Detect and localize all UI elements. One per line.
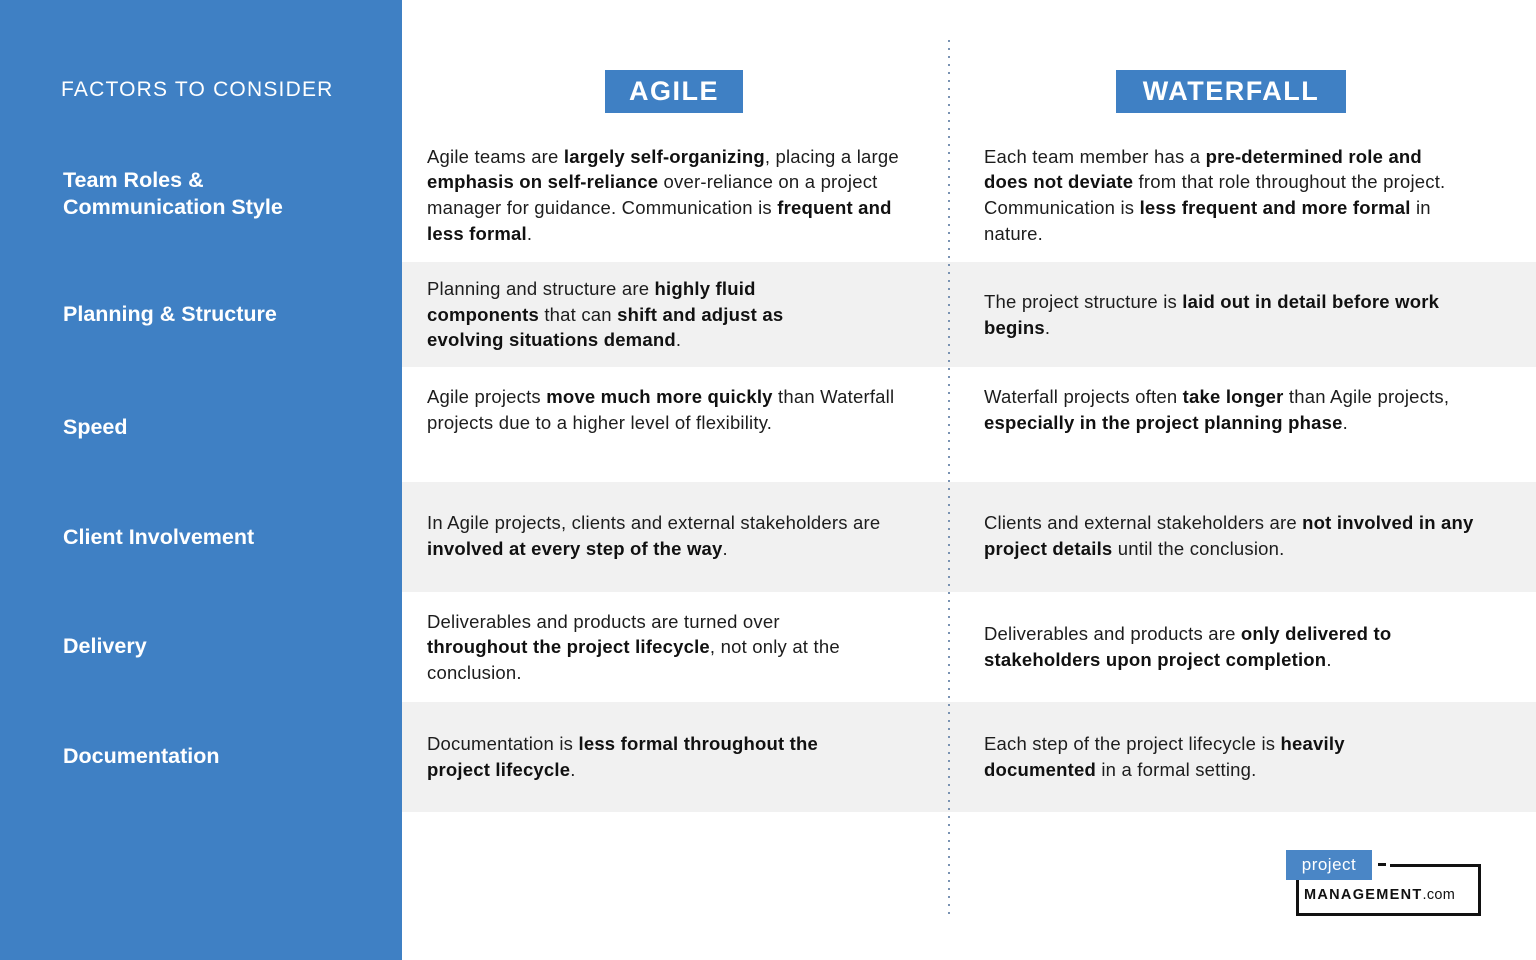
factors-sidebar xyxy=(0,0,402,960)
body-text: Agile projects xyxy=(427,385,547,407)
factor-label-line: Documentation xyxy=(63,743,220,768)
emphasis-text: emphasis on self-reliance xyxy=(427,171,659,193)
emphasis-text: pre-determined role and does not deviate xyxy=(984,145,1422,193)
waterfall-text xyxy=(984,731,1414,782)
body-text: . xyxy=(526,222,533,244)
agile-text xyxy=(427,384,932,435)
waterfall-cell-delivery xyxy=(984,592,1459,702)
emphasis-text: highly fluid components xyxy=(427,278,756,325)
waterfall-cell-speed xyxy=(984,337,1484,482)
waterfall-text xyxy=(984,289,1464,340)
emphasis-text: largely self-organizing xyxy=(563,145,765,167)
agile-text xyxy=(427,510,927,561)
body-text: The project structure is xyxy=(984,290,1183,312)
column-divider xyxy=(948,40,950,916)
emphasis-text: not involved in any project details xyxy=(984,512,1474,559)
projectmanagement-logo[interactable] xyxy=(1286,850,1482,918)
logo-dash xyxy=(1378,863,1386,866)
body-text: Deliverables and products are turned over xyxy=(427,610,780,632)
body-text: . xyxy=(1044,316,1051,338)
factor-label-line: Delivery xyxy=(63,633,147,658)
body-text: In Agile projects, clients and external stakeholders are xyxy=(427,512,881,534)
waterfall-cell-team-roles xyxy=(984,128,1469,262)
emphasis-text: shift and adjust as evolving situations demand xyxy=(427,303,784,351)
body-text: than Agile projects, xyxy=(1283,385,1450,407)
emphasis-text: move much more quickly xyxy=(546,385,773,407)
factor-label-line: Client Involvement xyxy=(63,524,255,549)
body-text: Each step of the project lifecycle is xyxy=(984,733,1281,755)
emphasis-text: less frequent and more formal xyxy=(1139,197,1411,218)
factor-label-delivery xyxy=(63,632,383,660)
logo-management-text: MANAGEMENT xyxy=(1304,887,1423,903)
emphasis-text: involved at every step of the way xyxy=(427,538,723,559)
waterfall-column-header: WATERFALL xyxy=(1116,70,1346,113)
agile-cell-delivery xyxy=(427,592,872,702)
body-text: Clients and external stakeholders are xyxy=(984,512,1303,534)
body-text: in nature. xyxy=(984,197,1431,244)
factor-label-planning xyxy=(63,300,383,328)
emphasis-text: especially in the project planning phase xyxy=(984,411,1343,433)
agile-column-header: AGILE xyxy=(605,70,743,113)
body-text: Each team member has a xyxy=(984,145,1206,167)
body-text: Planning and structure are xyxy=(427,278,655,300)
body-text: than Waterfall projects due to a higher level of flexibility. xyxy=(427,385,895,433)
factor-label-line: Team Roles & xyxy=(63,168,204,192)
factor-label-line: Planning & Structure xyxy=(63,301,277,326)
agile-cell-speed xyxy=(427,337,932,482)
body-text: over-reliance on a project manager for guidance. Communication is xyxy=(427,171,878,218)
body-text: Agile teams are xyxy=(427,145,564,167)
body-text: . xyxy=(722,538,728,559)
logo-project-word: project xyxy=(1286,850,1372,880)
body-text: . xyxy=(570,759,576,780)
body-text: . xyxy=(675,329,682,351)
agile-cell-client-involvement xyxy=(427,482,927,590)
waterfall-text xyxy=(984,384,1484,435)
emphasis-text: heavily documented xyxy=(984,733,1345,780)
emphasis-text: take longer xyxy=(1182,385,1284,407)
body-text: from that role throughout the project. Communication is xyxy=(984,171,1446,218)
emphasis-text: less formal throughout the project lifecycle xyxy=(427,733,819,780)
emphasis-text: throughout the project lifecycle xyxy=(427,636,710,658)
body-text: that can xyxy=(538,303,618,325)
waterfall-text xyxy=(984,510,1484,561)
body-text: . xyxy=(1326,649,1332,670)
agile-text xyxy=(427,609,872,686)
emphasis-text: laid out in detail before work begins xyxy=(984,290,1440,338)
emphasis-text: only delivered to stakeholders upon project completion xyxy=(984,623,1392,670)
factor-label-speed xyxy=(63,413,383,441)
waterfall-text xyxy=(984,144,1469,246)
factor-label-documentation xyxy=(63,742,383,770)
emphasis-text: frequent and less formal xyxy=(427,197,892,244)
waterfall-cell-documentation xyxy=(984,702,1414,812)
waterfall-text xyxy=(984,621,1459,672)
body-text: until the conclusion. xyxy=(1112,538,1285,559)
logo-management-word xyxy=(1304,887,1455,903)
factor-label-team-roles xyxy=(63,166,383,222)
body-text: , placing a large xyxy=(764,145,899,167)
agile-cell-team-roles xyxy=(427,128,927,262)
body-text: Documentation is xyxy=(427,733,579,755)
body-text: , not only at the conclusion. xyxy=(427,636,840,683)
agile-text xyxy=(427,731,882,782)
agile-cell-documentation xyxy=(427,702,882,812)
body-text: in a formal setting. xyxy=(1095,759,1257,780)
factor-label-client-involvement xyxy=(63,523,383,551)
logo-dotcom: .com xyxy=(1422,887,1456,903)
factor-label-line: Speed xyxy=(63,414,128,439)
sidebar-header: FACTORS TO CONSIDER xyxy=(61,78,334,101)
factor-label-line: Communication Style xyxy=(63,195,283,219)
body-text: Deliverables and products are xyxy=(984,623,1241,645)
body-text: Waterfall projects often xyxy=(984,385,1183,407)
agile-text xyxy=(427,144,927,246)
body-text: . xyxy=(1342,411,1348,433)
waterfall-cell-client-involvement xyxy=(984,482,1484,590)
